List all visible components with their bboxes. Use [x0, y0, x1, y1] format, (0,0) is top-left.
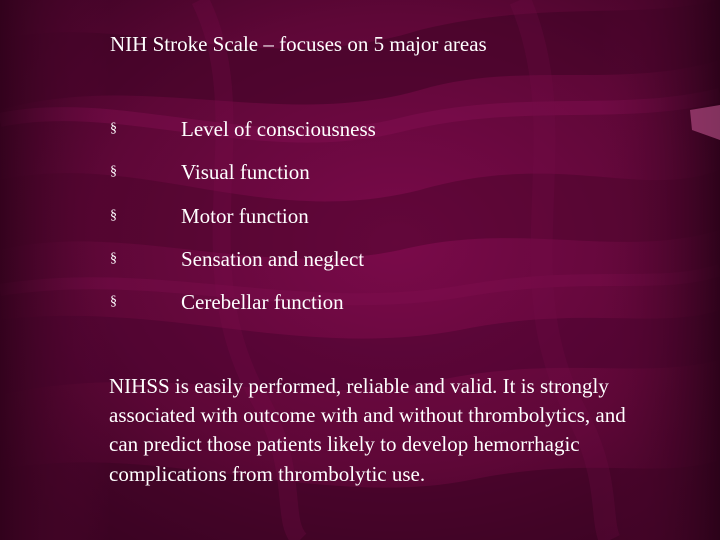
bullet-text: Level of consciousness: [181, 117, 376, 141]
slide-title: NIH Stroke Scale – focuses on 5 major areas: [110, 32, 487, 56]
bullet-text: Visual function: [181, 160, 310, 185]
bullet-marker: §: [110, 250, 117, 266]
bullet-marker: §: [110, 294, 117, 310]
bullet-text: Sensation and neglect: [181, 246, 365, 271]
bullet-text: Cerebellar function: [181, 290, 344, 315]
bullet-marker: §: [110, 121, 117, 136]
bullet-text: Motor function: [181, 203, 309, 228]
body-paragraph: NIHSS is easily performed, reliable and valid. It is strongly associated with outcome with and without thrombolytics, and can predict those patients likely to develop hemorrhagic complications from thrombolytic use.: [109, 374, 626, 486]
bullet-marker: §: [110, 164, 117, 180]
bullet-marker: §: [110, 207, 117, 223]
